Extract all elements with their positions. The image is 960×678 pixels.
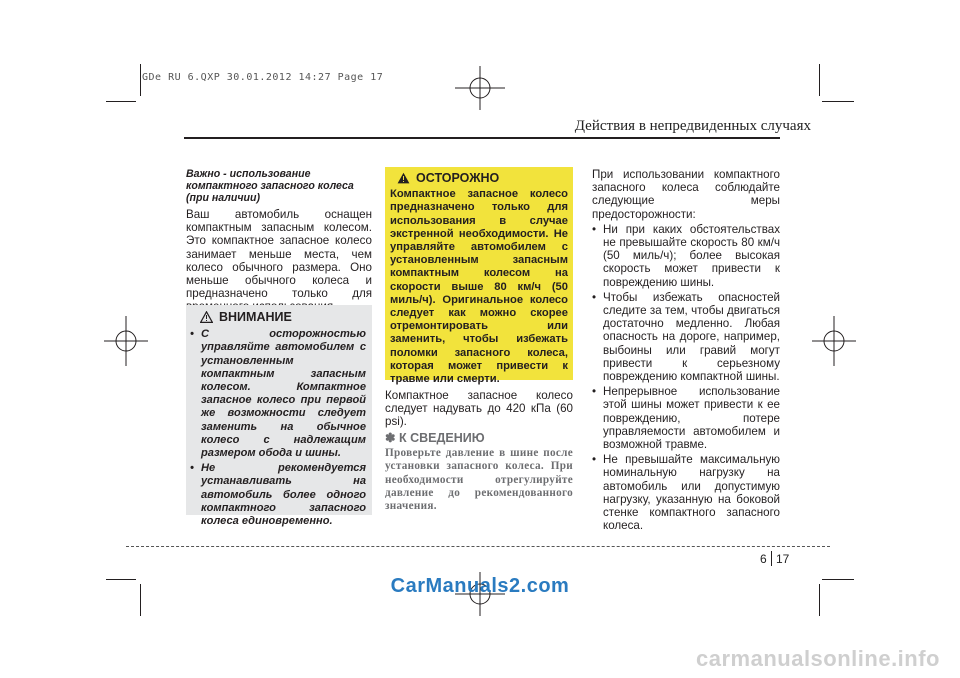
registration-mark-right bbox=[812, 316, 856, 366]
registration-mark-left bbox=[104, 316, 148, 366]
left-column bbox=[186, 168, 372, 314]
heading-line: Важно - использование bbox=[186, 168, 311, 180]
caution-item: • С осторожностью управляйте автомобилем с установленным компактным запасным колесом. Компактное запасное колесо при первой же возможности следует заменить на обычное колесо с надлежащим размером обода и шины. bbox=[190, 328, 366, 460]
header-rule bbox=[184, 137, 780, 139]
caution-title-row bbox=[190, 311, 366, 324]
caution-item: • Не рекомендуется устанавливать на автомобиль более одного компактного запасного колеса единовременно. bbox=[190, 462, 366, 528]
warning-icon bbox=[397, 172, 410, 184]
footer-rule bbox=[126, 546, 830, 547]
caution-list bbox=[190, 328, 366, 528]
information-title: К СВЕДЕНИЮ bbox=[398, 431, 485, 445]
information-icon: ✽ bbox=[385, 431, 396, 445]
precautions-list bbox=[592, 223, 780, 533]
information-text: Проверьте давление в шине после установки запасного колеса. При необходимости отрегулируйте давление до рекомендованного значения. bbox=[385, 447, 573, 513]
precautions-intro: При использовании компактного запасного колеса соблюдайте следующие меры предосторожности: bbox=[592, 168, 780, 221]
caution-content bbox=[190, 311, 366, 530]
section-number: 6 bbox=[760, 552, 767, 566]
information-title-row bbox=[385, 432, 573, 445]
warning-title: ОСТОРОЖНО bbox=[416, 171, 500, 185]
information-note bbox=[385, 432, 573, 513]
footer-separator bbox=[771, 551, 772, 566]
watermark-center: CarManuals2.com bbox=[390, 575, 570, 597]
precaution-item: • Не превышайте максимальную номинальную нагрузку на автомобиль или допустимую нагрузку, указанную на боковой стенке компактного запасного колеса. bbox=[592, 453, 780, 532]
precaution-item: • Ни при каких обстоятельствах не превышайте скорость 80 км/ч (50 миль/ч); более высокая скорость может привести к повреждению шины. bbox=[592, 223, 780, 289]
heading-line: (при наличии) bbox=[186, 192, 261, 204]
watermark-bottom: carmanualsonline.info bbox=[696, 646, 940, 671]
pressure-paragraph: Компактное запасное колесо следует надувать до 420 кПа (60 psi). bbox=[385, 389, 573, 429]
intro-paragraph: Ваш автомобиль оснащен компактным запасным колесом. Это компактное запасное колесо занимает меньше места, чем колесо обычного размера. Оно меньше обычного колеса и предназначено только для bbox=[186, 208, 372, 301]
page-header-title: Действия в непредвиденных случаях bbox=[574, 118, 811, 134]
warning-title-row bbox=[390, 172, 568, 185]
caution-icon bbox=[200, 311, 213, 323]
precaution-item: • Непрерывное использование этой шины может привести к ее повреждению, потере управляемости автомобилем и возможной травме. bbox=[592, 385, 780, 451]
registration-mark-top bbox=[455, 66, 505, 110]
warning-content bbox=[390, 172, 568, 386]
right-column bbox=[592, 168, 780, 534]
caution-title: ВНИМАНИЕ bbox=[219, 310, 292, 324]
page-number: 17 bbox=[776, 552, 790, 566]
section-heading bbox=[186, 168, 372, 204]
print-slug: GDe RU 6.QXP 30.01.2012 14:27 Page 17 bbox=[142, 72, 384, 83]
heading-line: компактного запасного колеса bbox=[186, 180, 354, 192]
precaution-item: • Чтобы избежать опасностей следите за тем, чтобы двигаться достаточно медленно. Любая опасность на дороге, например, выбоины или гравий могут привести к серьезному повреждению компактной шины. bbox=[592, 291, 780, 383]
warning-text: Компактное запасное колесо предназначено только для использования в случае экстренной необходимости. Не управляйте автомобилем с установленным запасным компактным колесом на скорости выше 80 км/ч (50 миль/ч). Оригинальное колесо следует как можно скорее отремонтировать или заменить, чтобы избежать поломки запасного колеса, которая может привести к травме или смерти. bbox=[390, 188, 568, 386]
